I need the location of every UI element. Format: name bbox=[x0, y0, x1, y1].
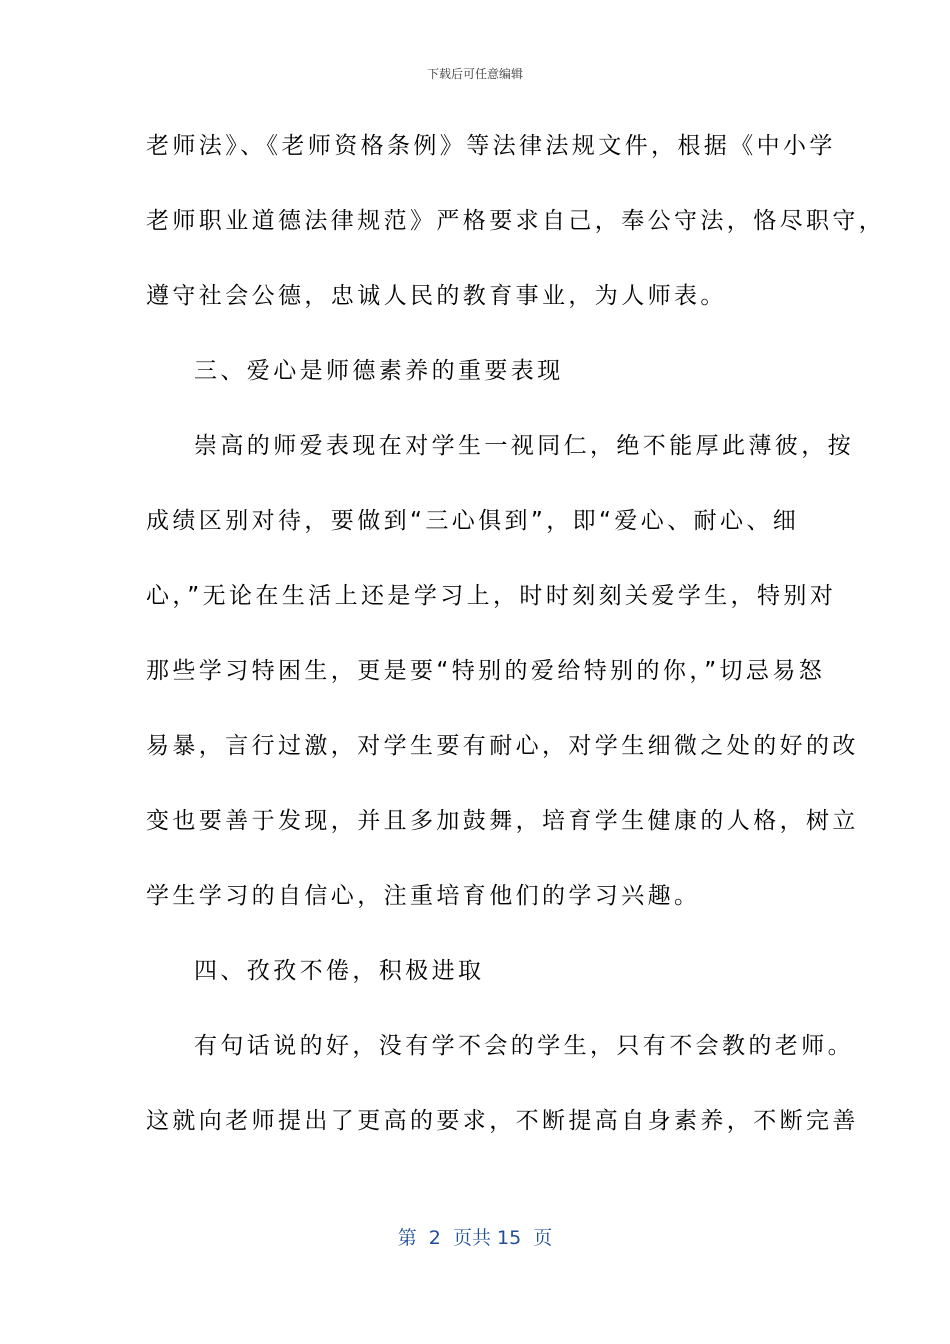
text-line: 崇高的师爱表现在对学生一视同仁，绝不能厚此薄彼，按 bbox=[194, 433, 854, 459]
text-line: 变也要善于发现，并且多加鼓舞，培育学生健康的人格，树立 bbox=[146, 808, 859, 834]
text-line: 有句话说的好，没有学不会的学生，只有不会教的老师。 bbox=[194, 1033, 854, 1059]
text-line: 老师职业道德法律规范》严格要求自己，奉公守法，恪尽职守， bbox=[146, 208, 886, 234]
document-body bbox=[146, 126, 886, 1176]
text-line: 老师法》、《老师资格条例》等法律法规文件，根据《中小学 bbox=[146, 133, 836, 159]
text-line: 成绩区别对待，要做到“三心俱到”，即“爱心、耐心、细 bbox=[146, 508, 800, 534]
text-line: 心，”无论在生活上还是学习上，时时刻刻关爱学生，特别对 bbox=[146, 583, 837, 609]
page-header: 下载后可任意编辑 bbox=[426, 67, 523, 81]
section-heading: 三、爱心是师德素养的重要表现 bbox=[194, 358, 564, 384]
text-line: 学生学习的自信心，注重培育他们的学习兴趣。 bbox=[146, 883, 701, 909]
text-line: 易暴，言行过激，对学生要有耐心，对学生细微之处的好的改 bbox=[146, 733, 859, 759]
text-line: 那些学习特困生，更是要“特别的爱给特别的你，”切忌易怒 bbox=[146, 658, 826, 684]
text-line: 这就向老师提出了更高的要求，不断提高自身素养，不断完善 bbox=[146, 1108, 859, 1134]
page-number-footer: 第 2 页共 15 页 bbox=[397, 1227, 553, 1249]
text-line: 遵守社会公德，忠诚人民的教育事业，为人师表。 bbox=[146, 283, 727, 309]
section-heading: 四、孜孜不倦，积极进取 bbox=[194, 958, 485, 984]
